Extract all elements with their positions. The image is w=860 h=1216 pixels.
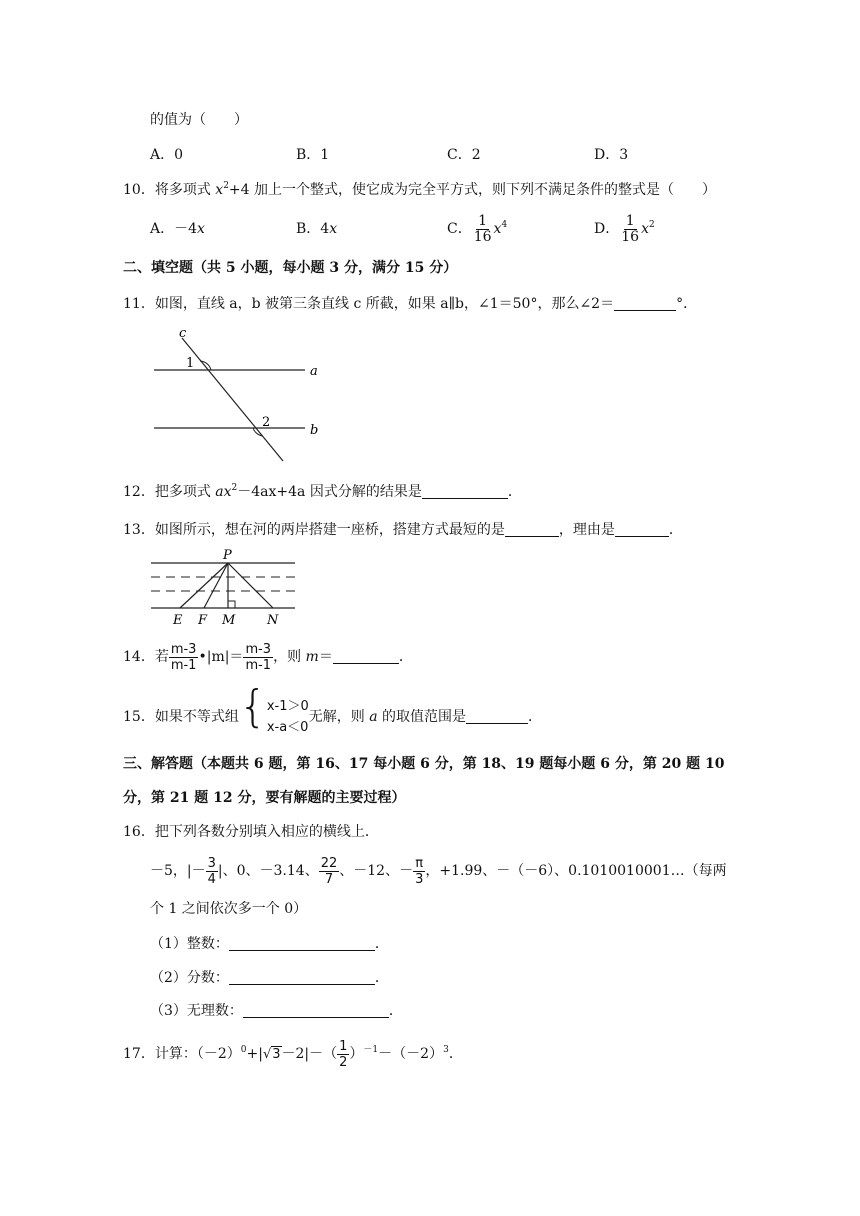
q9-option-b: B．1 — [296, 147, 330, 163]
q9-option-d: D．3 — [594, 147, 629, 163]
q10-c-fraction: $\frac{1}{16}$ — [473, 212, 492, 245]
q9-option-a: A．0 — [150, 147, 184, 163]
label-b: b — [310, 423, 319, 438]
q12-answer-blank[interactable] — [422, 484, 508, 499]
q17-fraction-1-2: $\frac{1}{2}$ — [339, 1038, 348, 1070]
q13-number: 13． — [123, 522, 155, 538]
q11-text: 如图，直线 a，b 被第三条直线 c 所截，如果 a∥b，∠1＝50°，那么∠2＝ — [154, 296, 615, 312]
q15-ineq-1: x-1＞0 — [266, 699, 309, 714]
q14-fraction-left: $\frac{m-3}{m-1}$ — [170, 641, 197, 673]
q15-system — [267, 696, 309, 738]
q14-fraction-right: $\frac{m-3}{m-1}$ — [245, 641, 272, 673]
q16-fraction-pi-3: $\frac{\pi}{3}$ — [415, 855, 424, 887]
section2-heading: 二、填空题（共 5 小题，每小题 3 分，满分 15 分） — [123, 260, 458, 276]
q12-stem: 12．把多项式 $ax^2-4ax+4a$ 因式分解的结果是 ． — [123, 483, 522, 500]
q10-text-a: 将多项式 — [154, 182, 216, 198]
q17-number: 17． — [123, 1046, 155, 1062]
q13-answer-blank-2[interactable] — [615, 522, 669, 537]
q16-integers-blank[interactable] — [229, 936, 375, 951]
q13-answer-blank-1[interactable] — [505, 522, 559, 537]
q16-number-list: －5，|－ $\frac{3}{4}$ |、0、－3.14、 $\frac{22}{7}$ 、－12、－ $\frac{\pi}{3}$ ，+1.99、－（－6）、0.1010010001…（每两 — [150, 855, 727, 887]
q9-option-c: C．2 — [447, 147, 481, 163]
q16-number: 16． — [123, 824, 155, 840]
q11-answer-blank[interactable] — [614, 296, 676, 311]
q10-exp: 2 — [223, 181, 229, 191]
q10-option-b: B．4x — [296, 221, 338, 237]
q17-stem: 17．计算：$(-2)^0+|√3-2|-$（ $\frac{1}{2}$ ）$^{-1}-(-2)^3$． — [123, 1038, 463, 1070]
section3-heading-line1: 三、解答题（本题共 6 题，第 16、17 每小题 6 分，第 18、19 题每小题 6 分，第 20 题 10 — [123, 756, 725, 772]
svg-text:P: P — [223, 548, 232, 563]
q10-var: x — [215, 182, 224, 198]
label-c: c — [179, 326, 187, 341]
q15-answer-blank[interactable] — [466, 709, 528, 724]
svg-text:E: E — [173, 613, 183, 628]
label-2: 2 — [262, 415, 271, 430]
segment-PF — [204, 563, 228, 608]
q10-option-a: A．－4x — [150, 221, 205, 237]
q14-number: 14． — [123, 649, 155, 665]
q10-d-fraction: $\frac{1}{16}$ — [621, 212, 640, 245]
q16-fraction-3-4: $\frac{3}{4}$ — [207, 855, 216, 887]
q15-stem: 15．如果不等式组{ x-1＞0 x-a＜0 无解，则 a 的取值范围是 ． — [123, 685, 542, 735]
line-c — [182, 338, 283, 461]
q16-list-continuation: 个 1 之间依次多一个 0） — [150, 901, 308, 917]
svg-text:N: N — [267, 613, 279, 628]
svg-text:F: F — [198, 613, 208, 628]
label-1: 1 — [186, 356, 195, 371]
q11-tail: °． — [676, 296, 698, 312]
q15-ineq-2: x-a＜0 — [266, 720, 309, 735]
q17-sqrt: √3 — [262, 1047, 281, 1062]
q10-text-b: +4 加上一个整式，使它成为完全平方式，则下列不满足条件的整式是（ ） — [228, 182, 717, 198]
q13-river-bridge-figure — [148, 546, 308, 630]
q11-stem — [123, 294, 697, 314]
q11-parallel-lines-figure — [150, 325, 350, 465]
q16-item-fractions: （2）分数： ． — [150, 970, 389, 986]
q16-fractions-blank[interactable] — [229, 970, 375, 985]
svg-text:M: M — [222, 613, 236, 628]
label-a: a — [310, 364, 318, 379]
q15-brace: { — [238, 681, 267, 732]
q14-answer-blank[interactable] — [333, 649, 399, 664]
q16-fraction-22-7: $\frac{22}{7}$ — [320, 855, 338, 887]
q9-stem-tail: 的值为（ ） — [150, 112, 248, 128]
q13-stem: 13．如图所示，想在河的两岸搭建一座桥，搭建方式最短的是 ，理由是 ． — [123, 522, 683, 538]
q10-stem — [123, 180, 716, 200]
q14-stem: 14．若 $\frac{m-3}{m-1}$ •|m|＝ $\frac{m-3}{m-1}$ ，则 m＝ ． — [123, 641, 413, 673]
q16-item-irrationals: （3）无理数： ． — [150, 1003, 403, 1019]
q15-number: 15． — [123, 709, 155, 725]
q16-item-integers: （1）整数： ． — [150, 936, 389, 952]
q11-number: 11． — [123, 296, 155, 312]
q10-option-c: C． $\frac{1}{16}$ $x^4$ — [447, 212, 508, 245]
q10-option-d: D． $\frac{1}{16}$ $x^2$ — [594, 212, 655, 245]
q10-number: 10． — [123, 182, 155, 198]
q16-stem: 16．把下列各数分别填入相应的横线上． — [123, 824, 379, 840]
segment-PE — [180, 563, 228, 608]
q12-number: 12． — [123, 484, 155, 500]
section3-heading-line2: 分，第 21 题 12 分，要有解题的主要过程） — [123, 790, 406, 806]
right-angle-mark — [228, 601, 235, 608]
q16-irrationals-blank[interactable] — [243, 1003, 389, 1018]
